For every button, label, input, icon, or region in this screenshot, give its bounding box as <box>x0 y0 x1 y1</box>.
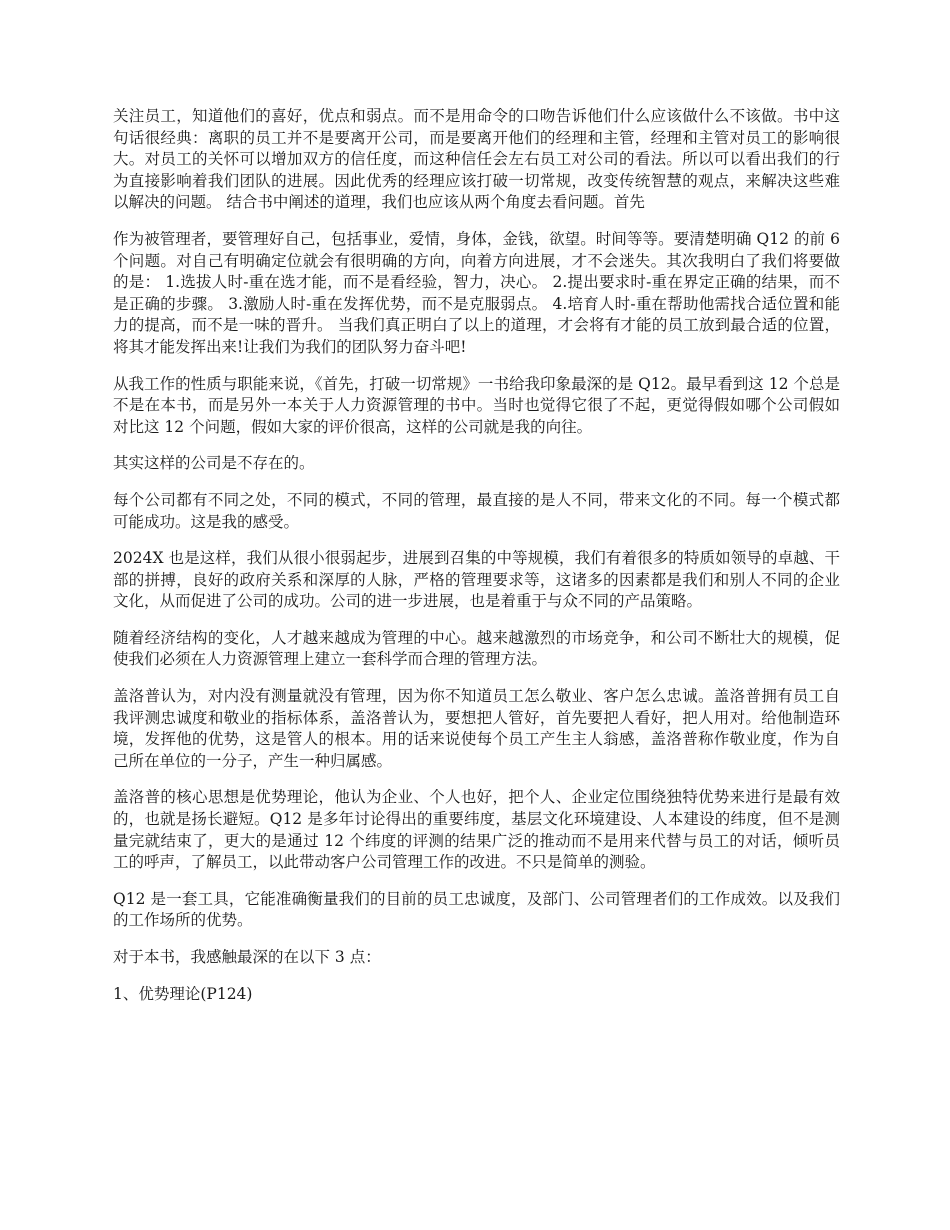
paragraph-9: 盖洛普的核心思想是优势理论，他认为企业、个人也好，把个人、企业定位围绕独特优势来进行是最有效的，也就是扬长避短。Q12 是多年讨论得出的重要纬度，基层文化环境建设、人本建设的纬度，但不是测量完就结束了，更大的是通过 12 个纬度的评测的结果广泛的推动而不是用来代替与员工的对话，倾听员工的呼声，了解员工，以此带动客户公司管理工作的改进。不只是简单的测验。 <box>113 788 840 872</box>
paragraph-5: 每个公司都有不同之处，不同的模式，不同的管理，最直接的是人不同，带来文化的不同。每一个模式都可能成功。这是我的感受。 <box>113 490 840 531</box>
paragraph-7: 随着经济结构的变化，人才越来越成为管理的中心。越来越激烈的市场竞争，和公司不断壮大的规模，促使我们必须在人力资源管理上建立一套科学而合理的管理方法。 <box>113 628 840 669</box>
paragraph-10: Q12 是一套工具，它能准确衡量我们的目前的员工忠诚度，及部门、公司管理者们的工作成效。以及我们的工作场所的优势。 <box>113 889 840 930</box>
paragraph-11: 对于本书，我感触最深的在以下 3 点： <box>113 948 381 966</box>
document-body <box>113 106 840 1020</box>
section-heading: 1、优势理论(P124) <box>113 984 253 1003</box>
paragraph-3: 从我工作的性质与职能来说，《首先，打破一切常规》一书给我印象最深的是 Q12。最早看到这 12 个总是不是在本书，而是另外一本关于人力资源管理的书中。当时也觉得它很了不起，更觉得假如哪个公司假如对比这 12 个问题，假如大家的评价很高，这样的公司就是我的向往。 <box>113 374 840 436</box>
paragraph-8: 盖洛普认为，对内没有测量就没有管理，因为你不知道员工怎么敬业、客户怎么忠诚。盖洛普拥有员工自我评测忠诚度和敬业的指标体系，盖洛普认为，要想把人管好，首先要把人看好，把人用对。给他制造环境，发挥他的优势，这是管人的根本。用的话来说使每个员工产生主人翁感，盖洛普称作敬业度，作为自己所在单位的一分子，产生一种归属感。 <box>113 687 840 770</box>
paragraph-6: 2024X 也是这样，我们从很小很弱起步，进展到召集的中等规模，我们有着很多的特质如领导的卓越、干部的拼搏，良好的政府关系和深厚的人脉，严格的管理要求等，这诸多的因素都是我们和别人不同的企业文化，从而促进了公司的成功。公司的进一步进展，也是着重于与众不同的产品策略。 <box>113 549 840 611</box>
paragraph-1: 关注员工，知道他们的喜好，优点和弱点。而不是用命令的口吻告诉他们什么应该做什么不该做。书中这句话很经典：离职的员工并不是要离开公司，而是要离开他们的经理和主管，经理和主管对员工的影响很大。对员工的关怀可以增加双方的信任度，而这种信任会左右员工对公司的看法。所以可以看出我们的行为直接影响着我们团队的进展。因此优秀的经理应该打破一切常规，改变传统智慧的观点，来解决这些难以解决的问题。 结合书中阐述的道理，我们也应该从两个角度去看问题。首先 <box>113 107 840 212</box>
paragraph-2: 作为被管理者，要管理好自己，包括事业，爱情，身体，金钱，欲望。时间等等。要清楚明确 Q12 的前 6 个问题。对自己有明确定位就会有很明确的方向，向着方向进展，才不会迷失。其次我明白了我们将要做的是： 1.选拔人时-重在选才能，而不是看经验，智力，决心。 2.提出要求时-重在界定正确的结果，而不是正确的步骤。 3.激励人时-重在发挥优势，而不是克服弱点。 4.培育人时-重在帮助他需找合适位置和能力的提高，而不是一味的晋升。 当我们真正明白了以上的道理，才会将有才能的员工放到最合适的位置，将其才能发挥出来!让我们为我们的团队努力奋斗吧! <box>113 229 840 356</box>
paragraph-4: 其实这样的公司是不存在的。 <box>113 454 315 473</box>
